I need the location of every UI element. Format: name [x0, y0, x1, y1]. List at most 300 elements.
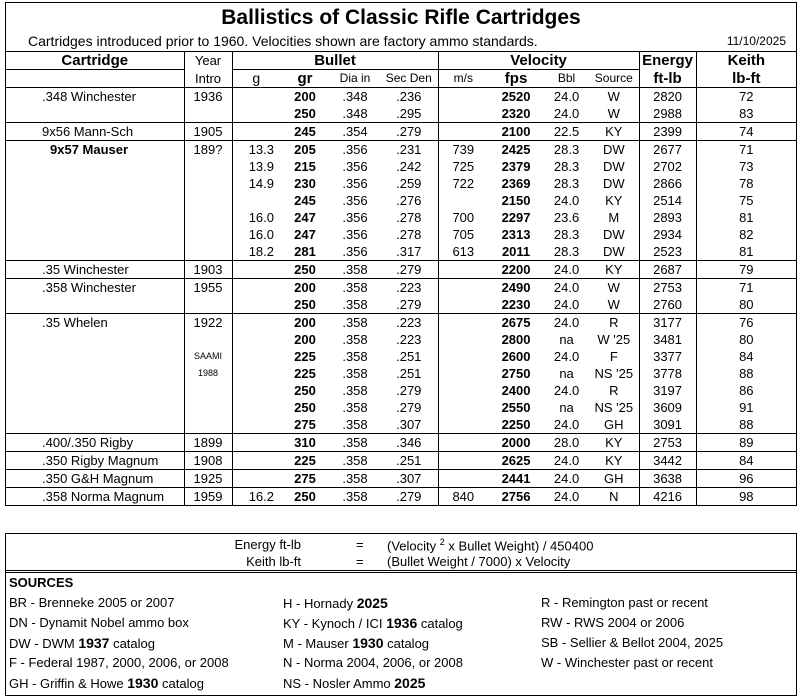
grains-cell: 281	[294, 244, 316, 259]
meters-per-second-cell: 700	[438, 209, 488, 226]
fps-cell: 2520	[488, 88, 544, 106]
barrel-cell: 24.0	[544, 488, 589, 506]
energy-formula: (Velocity $^2$ x Bullet Weight) / 450400	[387, 537, 594, 554]
sectional-density-cell: .279	[396, 383, 422, 398]
meters-per-second-cell: 840	[438, 488, 488, 506]
keith-cell: 74	[696, 123, 796, 141]
source-cell: R	[609, 383, 619, 398]
year-cell	[184, 105, 232, 123]
fps-cell: 2200	[488, 261, 544, 279]
grains-cell: 250	[294, 400, 316, 415]
year-cell	[184, 192, 232, 209]
grams-cell	[232, 365, 280, 382]
diameter-cell: .358	[342, 297, 368, 312]
formula-box	[5, 533, 797, 573]
diameter-cell: .356	[330, 141, 380, 159]
meters-per-second-cell	[438, 123, 488, 141]
keith-cell: 71	[696, 279, 796, 297]
subtitle-row	[6, 31, 796, 52]
year-cell: 1903	[184, 261, 232, 279]
source-cell: DW	[602, 227, 625, 242]
diameter-cell: .358	[342, 417, 368, 432]
table-row	[6, 416, 796, 434]
grains-cell: 200	[294, 332, 316, 347]
table-row	[6, 226, 796, 243]
barrel-cell: na	[559, 332, 574, 347]
fps-cell: 2675	[488, 314, 544, 332]
header-diameter: Dia in	[330, 70, 380, 88]
sectional-density-cell: .278	[396, 227, 422, 242]
meters-per-second-cell	[438, 296, 488, 314]
diameter-cell: .358	[342, 366, 368, 381]
energy-cell: 3377	[639, 348, 696, 365]
cartridge-cell	[6, 105, 184, 123]
sectional-density-cell: .223	[396, 332, 422, 347]
sectional-density-cell: .231	[380, 141, 438, 159]
source-cell: NS '25	[594, 366, 634, 381]
barrel-cell: 28.3	[553, 227, 580, 242]
year-cell	[184, 296, 232, 314]
meters-per-second-cell	[438, 261, 488, 279]
cartridge-cell: 9x57 Mauser	[6, 141, 184, 159]
energy-cell: 4216	[639, 488, 696, 506]
table-row	[6, 105, 796, 123]
header-fps: fps	[488, 70, 544, 88]
cartridge-cell: .348 Winchester	[6, 88, 184, 106]
source-sb: SB - Sellier & Bellot 2004, 2025	[541, 635, 724, 650]
grains-cell: 310	[280, 434, 330, 452]
header-keith-unit: lb-ft	[696, 70, 796, 88]
source-cell: DW	[602, 176, 625, 191]
energy-cell: 3197	[639, 382, 696, 399]
fps-cell: 2490	[488, 279, 544, 297]
diameter-cell: .356	[342, 210, 368, 225]
grams-cell: 16.0	[232, 209, 280, 226]
source-gh: GH - Griffin & Howe 1930 catalog	[9, 675, 204, 691]
keith-cell: 96	[696, 470, 796, 488]
cartridge-cell	[6, 175, 184, 192]
keith-cell: 79	[696, 261, 796, 279]
grams-cell: 13.3	[232, 141, 280, 159]
cartridge-cell	[6, 348, 184, 365]
energy-cell: 3638	[639, 470, 696, 488]
fps-cell: 2297	[501, 210, 531, 225]
grains-cell: 250	[280, 488, 330, 506]
subtitle: Cartridges introduced prior to 1960. Velocities shown are factory ammo standards.	[28, 33, 538, 49]
diameter-cell: .358	[330, 279, 380, 297]
energy-cell: 3091	[639, 416, 696, 434]
keith-formula: (Bullet Weight / 7000) x Velocity	[387, 554, 571, 569]
keith-cell: 80	[696, 331, 796, 348]
source-cell: W	[607, 297, 620, 312]
grams-cell: 13.9	[232, 158, 280, 175]
energy-cell: 3481	[639, 331, 696, 348]
year-cell: SAAMI	[184, 348, 232, 365]
source-cell: NS '25	[594, 400, 634, 415]
barrel-cell: 24.0	[544, 261, 589, 279]
grams-cell	[232, 105, 280, 123]
source-cell: R	[589, 314, 639, 332]
cartridge-cell: .400/.350 Rigby	[6, 434, 184, 452]
header-energy: Energy	[639, 52, 696, 70]
grains-cell: 275	[294, 417, 316, 432]
fps-cell: 2756	[488, 488, 544, 506]
year-cell	[184, 382, 232, 399]
grains-cell: 247	[294, 227, 316, 242]
header-grams: g	[232, 70, 280, 88]
source-cell: GH	[604, 417, 624, 432]
barrel-cell: 24.0	[553, 106, 580, 121]
year-cell	[184, 399, 232, 416]
energy-cell: 2753	[639, 434, 696, 452]
year-cell	[184, 226, 232, 243]
diameter-cell: .356	[342, 159, 368, 174]
keith-cell: 81	[696, 243, 796, 261]
year-cell: 1959	[184, 488, 232, 506]
table-row	[6, 261, 796, 279]
year-cell	[184, 331, 232, 348]
keith-cell: 83	[696, 105, 796, 123]
sectional-density-cell: .307	[380, 470, 438, 488]
keith-cell: 75	[696, 192, 796, 209]
header-velocity: Velocity	[438, 52, 639, 70]
energy-cell: 2753	[639, 279, 696, 297]
energy-cell: 2677	[639, 141, 696, 159]
fps-cell: 2000	[488, 434, 544, 452]
grams-cell	[232, 88, 280, 106]
source-ns: NS - Nosler Ammo 2025	[283, 675, 426, 691]
header-grains: gr	[280, 70, 330, 88]
table-row	[6, 123, 796, 141]
source-cell: DW	[602, 159, 625, 174]
keith-cell: 84	[696, 348, 796, 365]
fps-cell: 2100	[488, 123, 544, 141]
grams-cell	[232, 382, 280, 399]
year-cell: 1899	[184, 434, 232, 452]
source-ky: KY - Kynoch / ICI 1936 catalog	[283, 615, 463, 631]
diameter-cell: .358	[330, 261, 380, 279]
cartridge-cell	[6, 243, 184, 261]
cartridge-cell	[6, 331, 184, 348]
year-cell: 1936	[184, 88, 232, 106]
meters-per-second-cell	[438, 88, 488, 106]
table-body	[6, 88, 796, 506]
meters-per-second-cell	[438, 365, 488, 382]
energy-cell: 2702	[639, 158, 696, 175]
meters-per-second-cell	[438, 416, 488, 434]
grains-cell: 200	[280, 279, 330, 297]
energy-cell: 3442	[639, 452, 696, 470]
barrel-cell: 24.0	[544, 314, 589, 332]
grams-cell	[232, 314, 280, 332]
fps-cell: 2425	[488, 141, 544, 159]
barrel-cell: 28.3	[553, 176, 580, 191]
grains-cell: 250	[294, 383, 316, 398]
sectional-density-cell: .295	[396, 106, 422, 121]
grains-cell: 250	[294, 297, 316, 312]
source-br: BR - Brenneke 2005 or 2007	[9, 595, 175, 610]
year-cell	[184, 416, 232, 434]
diameter-cell: .358	[330, 488, 380, 506]
meters-per-second-cell	[438, 399, 488, 416]
diameter-cell: .356	[342, 176, 368, 191]
meters-per-second-cell	[438, 279, 488, 297]
meters-per-second-cell	[438, 314, 488, 332]
sectional-density-cell: .279	[380, 261, 438, 279]
grams-cell: 16.0	[232, 226, 280, 243]
source-cell: KY	[589, 434, 639, 452]
fps-cell: 2750	[501, 366, 531, 381]
grains-cell: 247	[294, 210, 316, 225]
sectional-density-cell: .223	[380, 314, 438, 332]
year-cell: 1955	[184, 279, 232, 297]
source-cell: KY	[605, 193, 623, 208]
barrel-cell: 24.0	[553, 383, 580, 398]
sectional-density-cell: .251	[380, 452, 438, 470]
barrel-cell: na	[559, 400, 574, 415]
header-source: Source	[589, 70, 639, 88]
barrel-cell: 28.3	[553, 159, 580, 174]
barrel-cell: 24.0	[553, 193, 580, 208]
year-cell	[184, 209, 232, 226]
cartridge-cell: .350 Rigby Magnum	[6, 452, 184, 470]
fps-cell: 2369	[501, 176, 531, 191]
keith-formula-equals: =	[356, 554, 364, 569]
cartridge-cell: .35 Whelen	[6, 314, 184, 332]
barrel-cell: 28.3	[553, 244, 580, 259]
diameter-cell: .358	[330, 452, 380, 470]
year-cell: 1908	[184, 452, 232, 470]
source-cell: DW	[602, 244, 625, 259]
grains-cell: 225	[280, 452, 330, 470]
diameter-cell: .356	[342, 193, 368, 208]
meters-per-second-cell	[438, 382, 488, 399]
energy-cell: 2820	[639, 88, 696, 106]
meters-per-second-cell: 613	[438, 243, 488, 261]
sectional-density-cell: .279	[396, 400, 422, 415]
energy-cell: 2399	[639, 123, 696, 141]
cartridge-cell	[6, 192, 184, 209]
fps-cell: 2800	[501, 332, 531, 347]
diameter-cell: .354	[330, 123, 380, 141]
table-row	[6, 434, 796, 452]
grams-cell	[232, 399, 280, 416]
meters-per-second-cell: 722	[438, 175, 488, 192]
cartridge-cell	[6, 365, 184, 382]
sectional-density-cell: .223	[380, 279, 438, 297]
grams-cell	[232, 452, 280, 470]
source-cell: KY	[589, 123, 639, 141]
source-rw: RW - RWS 2004 or 2006	[541, 615, 685, 630]
table-row	[6, 279, 796, 297]
energy-cell: 2866	[639, 175, 696, 192]
energy-formula-label: Energy ft-lb	[234, 537, 301, 552]
barrel-cell: 24.0	[553, 349, 580, 364]
grains-cell: 200	[280, 314, 330, 332]
table-row	[6, 399, 796, 416]
fps-cell: 2400	[501, 383, 531, 398]
grains-cell: 245	[294, 193, 316, 208]
diameter-cell: .348	[342, 106, 368, 121]
sectional-density-cell: .236	[380, 88, 438, 106]
fps-cell: 2550	[501, 400, 531, 415]
source-cell: GH	[589, 470, 639, 488]
diameter-cell: .358	[342, 383, 368, 398]
sectional-density-cell: .346	[380, 434, 438, 452]
barrel-cell: na	[559, 366, 574, 381]
grams-cell	[232, 261, 280, 279]
meters-per-second-cell	[438, 331, 488, 348]
diameter-cell: .358	[330, 314, 380, 332]
year-cell: 1922	[184, 314, 232, 332]
header-sectional-density: Sec Den	[380, 70, 438, 88]
meters-per-second-cell	[438, 434, 488, 452]
keith-cell: 81	[696, 209, 796, 226]
keith-cell: 72	[696, 88, 796, 106]
keith-cell: 84	[696, 452, 796, 470]
source-dw: DW - DWM 1937 catalog	[9, 635, 156, 651]
grams-cell	[232, 123, 280, 141]
keith-cell: 88	[696, 416, 796, 434]
diameter-cell: .356	[342, 227, 368, 242]
meters-per-second-cell	[438, 452, 488, 470]
fps-cell: 2625	[488, 452, 544, 470]
year-cell: 1925	[184, 470, 232, 488]
grams-cell: 14.9	[232, 175, 280, 192]
cartridge-cell	[6, 158, 184, 175]
source-cell: W	[607, 106, 620, 121]
table-row	[6, 243, 796, 261]
sectional-density-cell: .279	[380, 488, 438, 506]
date: 11/10/2025	[726, 34, 786, 48]
table-row	[6, 141, 796, 159]
fps-cell: 2320	[501, 106, 531, 121]
energy-cell: 2514	[639, 192, 696, 209]
source-f: F - Federal 1987, 2000, 2006, or 2008	[9, 655, 229, 670]
source-n: N - Norma 2004, 2006, or 2008	[283, 655, 463, 670]
diameter-cell: .358	[342, 400, 368, 415]
grains-cell: 245	[280, 123, 330, 141]
fps-cell: 2313	[501, 227, 531, 242]
cartridge-cell	[6, 416, 184, 434]
table-row	[6, 452, 796, 470]
energy-cell: 3609	[639, 399, 696, 416]
fps-cell: 2250	[501, 417, 531, 432]
meters-per-second-cell	[438, 348, 488, 365]
cartridge-cell	[6, 296, 184, 314]
table-row	[6, 192, 796, 209]
header-bullet: Bullet	[232, 52, 438, 70]
grams-cell	[232, 434, 280, 452]
keith-cell: 71	[696, 141, 796, 159]
grains-cell: 215	[294, 159, 316, 174]
energy-cell: 2988	[639, 105, 696, 123]
grams-cell	[232, 296, 280, 314]
year-cell: 189?	[184, 141, 232, 159]
sources-heading: SOURCES	[9, 575, 74, 590]
sectional-density-cell: .259	[396, 176, 422, 191]
meters-per-second-cell: 739	[438, 141, 488, 159]
grams-cell	[232, 470, 280, 488]
sectional-density-cell: .278	[396, 210, 422, 225]
year-cell: 1905	[184, 123, 232, 141]
grains-cell: 225	[294, 349, 316, 364]
sources-box	[5, 570, 797, 696]
barrel-cell: 24.0	[553, 417, 580, 432]
cartridge-cell	[6, 382, 184, 399]
sectional-density-cell: .279	[396, 297, 422, 312]
table-row	[6, 382, 796, 399]
barrel-cell: 23.6	[553, 210, 580, 225]
keith-cell: 78	[696, 175, 796, 192]
barrel-cell: 24.0	[553, 297, 580, 312]
header-intro: Intro	[184, 70, 232, 88]
source-h: H - Hornady 2025	[283, 595, 388, 611]
energy-cell: 2687	[639, 261, 696, 279]
diameter-cell: .358	[342, 332, 368, 347]
energy-cell: 2523	[639, 243, 696, 261]
cartridge-cell	[6, 226, 184, 243]
keith-cell: 80	[696, 296, 796, 314]
source-cell: F	[609, 349, 618, 364]
source-cell: KY	[589, 452, 639, 470]
cartridge-cell: .35 Winchester	[6, 261, 184, 279]
meters-per-second-cell: 725	[438, 158, 488, 175]
table-row	[6, 209, 796, 226]
table-row	[6, 470, 796, 488]
header-energy-unit: ft-lb	[639, 70, 696, 88]
table-row	[6, 365, 796, 382]
meters-per-second-cell	[438, 470, 488, 488]
grams-cell	[232, 279, 280, 297]
table-row	[6, 331, 796, 348]
fps-cell: 2150	[501, 193, 531, 208]
grains-cell: 275	[280, 470, 330, 488]
keith-cell: 89	[696, 434, 796, 452]
energy-formula-equals: =	[356, 537, 364, 552]
grams-cell: 16.2	[232, 488, 280, 506]
table-row	[6, 158, 796, 175]
grams-cell	[232, 348, 280, 365]
barrel-cell: 28.0	[544, 434, 589, 452]
keith-cell: 76	[696, 314, 796, 332]
energy-cell: 3778	[639, 365, 696, 382]
fps-cell: 2441	[488, 470, 544, 488]
grams-cell	[232, 331, 280, 348]
cartridge-cell: .358 Winchester	[6, 279, 184, 297]
cartridge-cell: .358 Norma Magnum	[6, 488, 184, 506]
source-w: W - Winchester past or recent	[541, 655, 713, 670]
page-title: Ballistics of Classic Rifle Cartridges	[221, 6, 581, 29]
table-row	[6, 88, 796, 106]
keith-formula-label: Keith lb-ft	[246, 554, 301, 569]
grains-cell: 250	[280, 261, 330, 279]
header-barrel: Bbl	[544, 70, 589, 88]
diameter-cell: .348	[330, 88, 380, 106]
fps-cell: 2379	[501, 159, 531, 174]
barrel-cell: 24.0	[544, 279, 589, 297]
ballistics-table	[6, 52, 796, 505]
sectional-density-cell: .279	[380, 123, 438, 141]
source-cell: W	[589, 279, 639, 297]
year-cell	[184, 175, 232, 192]
grains-cell: 200	[280, 88, 330, 106]
keith-cell: 91	[696, 399, 796, 416]
source-r: R - Remington past or recent	[541, 595, 708, 610]
year-cell	[184, 243, 232, 261]
barrel-cell: 28.3	[544, 141, 589, 159]
fps-cell: 2600	[501, 349, 531, 364]
